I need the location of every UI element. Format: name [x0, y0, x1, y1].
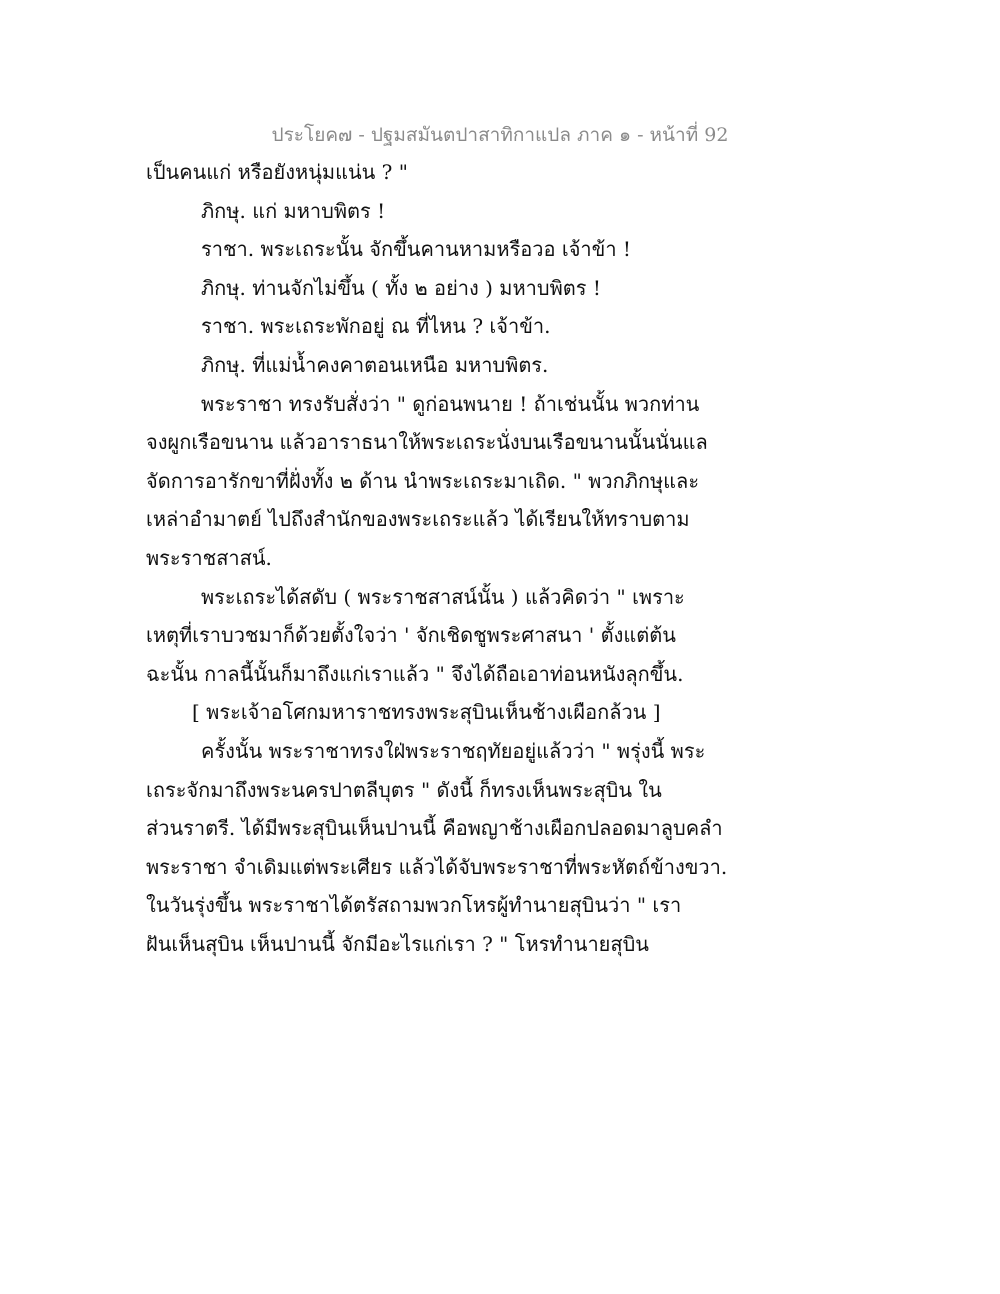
text-line: เป็นคนแก่ หรือยังหนุ่มแน่น ? ": [146, 160, 408, 184]
running-header: [0, 120, 1000, 150]
text-line: พระเถระได้สดับ ( พระราชสาสน์นั้น ) แล้วคิดว่า " เพราะ: [201, 584, 685, 609]
text-line: พระราชสาสน์.: [146, 545, 272, 570]
text-line: จัดการอารักขาที่ฝั่งทั้ง ๒ ด้าน นำพระเถระมาเถิด. " พวกภิกษุและ: [146, 468, 700, 493]
text-line: ภิกษุ. ท่านจักไม่ขึ้น ( ทั้ง ๒ อย่าง ) มหาบพิตร !: [201, 275, 601, 300]
text-line: ราชา. พระเถระนั้น จักขึ้นคานหามหรือวอ เจ้าข้า !: [201, 237, 631, 262]
text-line: พระราชา ทรงรับสั่งว่า " ดูก่อนพนาย ! ถ้าเช่นนั้น พวกท่าน: [201, 391, 700, 416]
text-line: ฉะนั้น กาลนี้นั้นก็มาถึงแก่เราแล้ว " จึงได้ถือเอาท่อนหนังลุกขึ้น.: [146, 661, 684, 686]
text-line: ครั้งนั้น พระราชาทรงใฝ่พระราชฤทัยอยู่แล้วว่า " พรุ่งนี้ พระ: [201, 738, 706, 763]
text-line: ราชา. พระเถระพักอยู่ ณ ที่ไหน ? เจ้าข้า.: [201, 314, 551, 339]
text-line: จงผูกเรือขนาน แล้วอาราธนาให้พระเถระนั่งบนเรือขนานนั้นนั่นแล: [146, 430, 708, 455]
text-line: ในวันรุ่งขึ้น พระราชาได้ตรัสถามพวกโหรผู้ทำนายสุบินว่า " เรา: [146, 893, 682, 918]
running-title: ประโยค๗ - ปฐมสมันตปาสาทิกาแปล ภาค ๑ - หน้าที่ 92: [271, 124, 729, 146]
text-line: เถระจักมาถึงพระนครปาตลีบุตร " ดังนี้ ก็ทรงเห็นพระสุบิน ใน: [146, 777, 662, 802]
text-line: ภิกษุ. ที่แม่น้ำคงคาตอนเหนือ มหาบพิตร.: [201, 352, 549, 377]
section-heading: [ พระเจ้าอโศกมหาราชทรงพระสุบินเห็นช้างเผือกล้วน ]: [192, 700, 661, 725]
text-line: พระราชา จำเดิมแต่พระเศียร แล้วได้จับพระราชาที่พระหัตถ์ข้างขวา.: [146, 854, 728, 879]
text-line: ส่วนราตรี. ได้มีพระสุบินเห็นปานนี้ คือพญาช้างเผือกปลอดมาลูบคลำ: [146, 816, 723, 841]
text-line: ฝันเห็นสุบิน เห็นปานนี้ จักมีอะไรแก่เรา ? " โหรทำนายสุบิน: [146, 931, 649, 956]
text-line: ภิกษุ. แก่ มหาบพิตร !: [201, 198, 386, 223]
text-line: เหตุที่เราบวชมาก็ด้วยตั้งใจว่า ' จักเชิดชูพระศาสนา ' ตั้งแต่ต้น: [146, 623, 676, 648]
body-text: [146, 153, 728, 963]
text-line: เหล่าอำมาตย์ ไปถึงสำนักของพระเถระแล้ว ได้เรียนให้ทราบตาม: [146, 507, 690, 532]
